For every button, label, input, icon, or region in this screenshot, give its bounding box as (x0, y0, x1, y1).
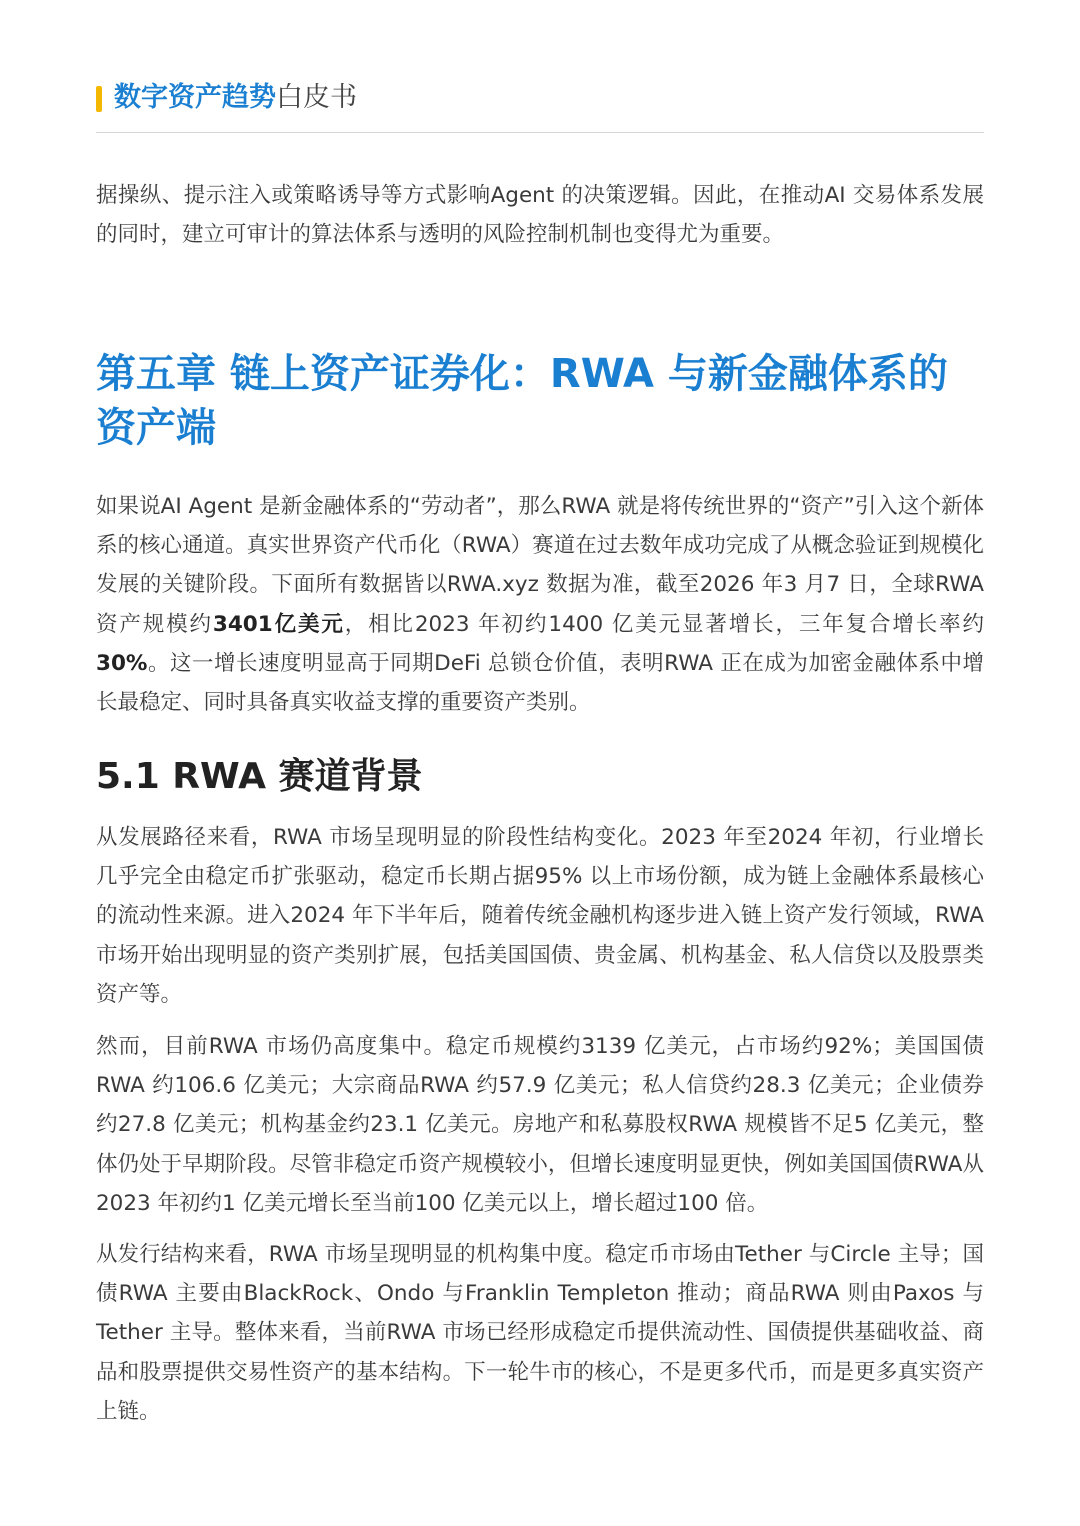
header-accent-bar (96, 86, 102, 112)
chapter-paragraph-part3: 。这一增长速度明显高于同期DeFi 总锁仓价值，表明RWA 正在成为加密金融体系中增长最稳定、同时具备真实收益支撑的重要资产类别。 (96, 650, 984, 716)
chapter-paragraph-part2: ，相比2023 年初约1400 亿美元显著增长，三年复合增长率约 (344, 611, 984, 637)
section-paragraph-2: 然而，目前RWA 市场仍高度集中。稳定币规模约3139 亿美元，占市场约92%；美国国债RWA 约106.6 亿美元；大宗商品RWA 约57.9 亿美元；私人信贷约28.3 亿美元；企业债券约27.8 亿美元；机构基金约23.1 亿美元。房地产和私募股权RWA 规模皆不足5 亿美元，整体仍处于早期阶段。尽管非稳定币资产规模较小，但增长速度明显更快，例如美国国债RWA从2023 年初约1 亿美元增长至当前100 亿美元以上，增长超过100 倍。 (96, 1034, 984, 1216)
chapter-paragraph (96, 487, 984, 722)
section-paragraph-1: 从发展路径来看，RWA 市场呈现明显的阶段性结构变化。2023 年至2024 年初，行业增长几乎完全由稳定币扩张驱动，稳定币长期占据95% 以上市场份额，成为链上金融体系最核心的流动性来源。进入2024 年下半年后，随着传统金融机构逐步进入链上资产发行领域，RWA市场开始出现明显的资产类别扩展，包括美国国债、贵金属、机构基金、私人信贷以及股票类资产等。 (96, 825, 984, 1007)
header-title-accent: 数字资产趋势 (114, 82, 276, 113)
chapter-paragraph-part1: 如果说AI Agent 是新金融体系的“劳动者”，那么RWA 就是将传统世界的“资产”引入这个新体系的核心通道。真实世界资产代币化（RWA）赛道在过去数年成功完成了从概念验证到规模化发展的关键阶段。下面所有数据皆以RWA.xyz 数据为准，截至2026 年3 月7 日，全球RWA 资产规模约 (96, 494, 984, 637)
section-title: 5.1 RWA 赛道背景 (96, 756, 423, 797)
header-title (114, 80, 357, 116)
chapter-title: 第五章 链上资产证券化：RWA 与新金融体系的资产端 (96, 351, 948, 451)
page-header (96, 80, 984, 133)
header-title-rest: 白皮书 (276, 82, 357, 113)
cagr-value: 30% (96, 650, 148, 676)
intro-paragraph: 据操纵、提示注入或策略诱导等方式影响Agent 的决策逻辑。因此，在推动AI 交易体系发展的同时，建立可审计的算法体系与透明的风险控制机制也变得尤为重要。 (96, 183, 984, 248)
section-paragraph-3: 从发行结构来看，RWA 市场呈现明显的机构集中度。稳定币市场由Tether 与Circle 主导；国债RWA 主要由BlackRock、Ondo 与Franklin Templeton 推动；商品RWA 则由Paxos 与Tether 主导。整体来看，当前RWA 市场已经形成稳定币提供流动性、国债提供基础收益、商品和股票提供交易性资产的基本结构。下一轮牛市的核心，不是更多代币，而是更多真实资产上链。 (96, 1242, 984, 1424)
rwa-market-size: 3401亿美元 (212, 611, 345, 637)
